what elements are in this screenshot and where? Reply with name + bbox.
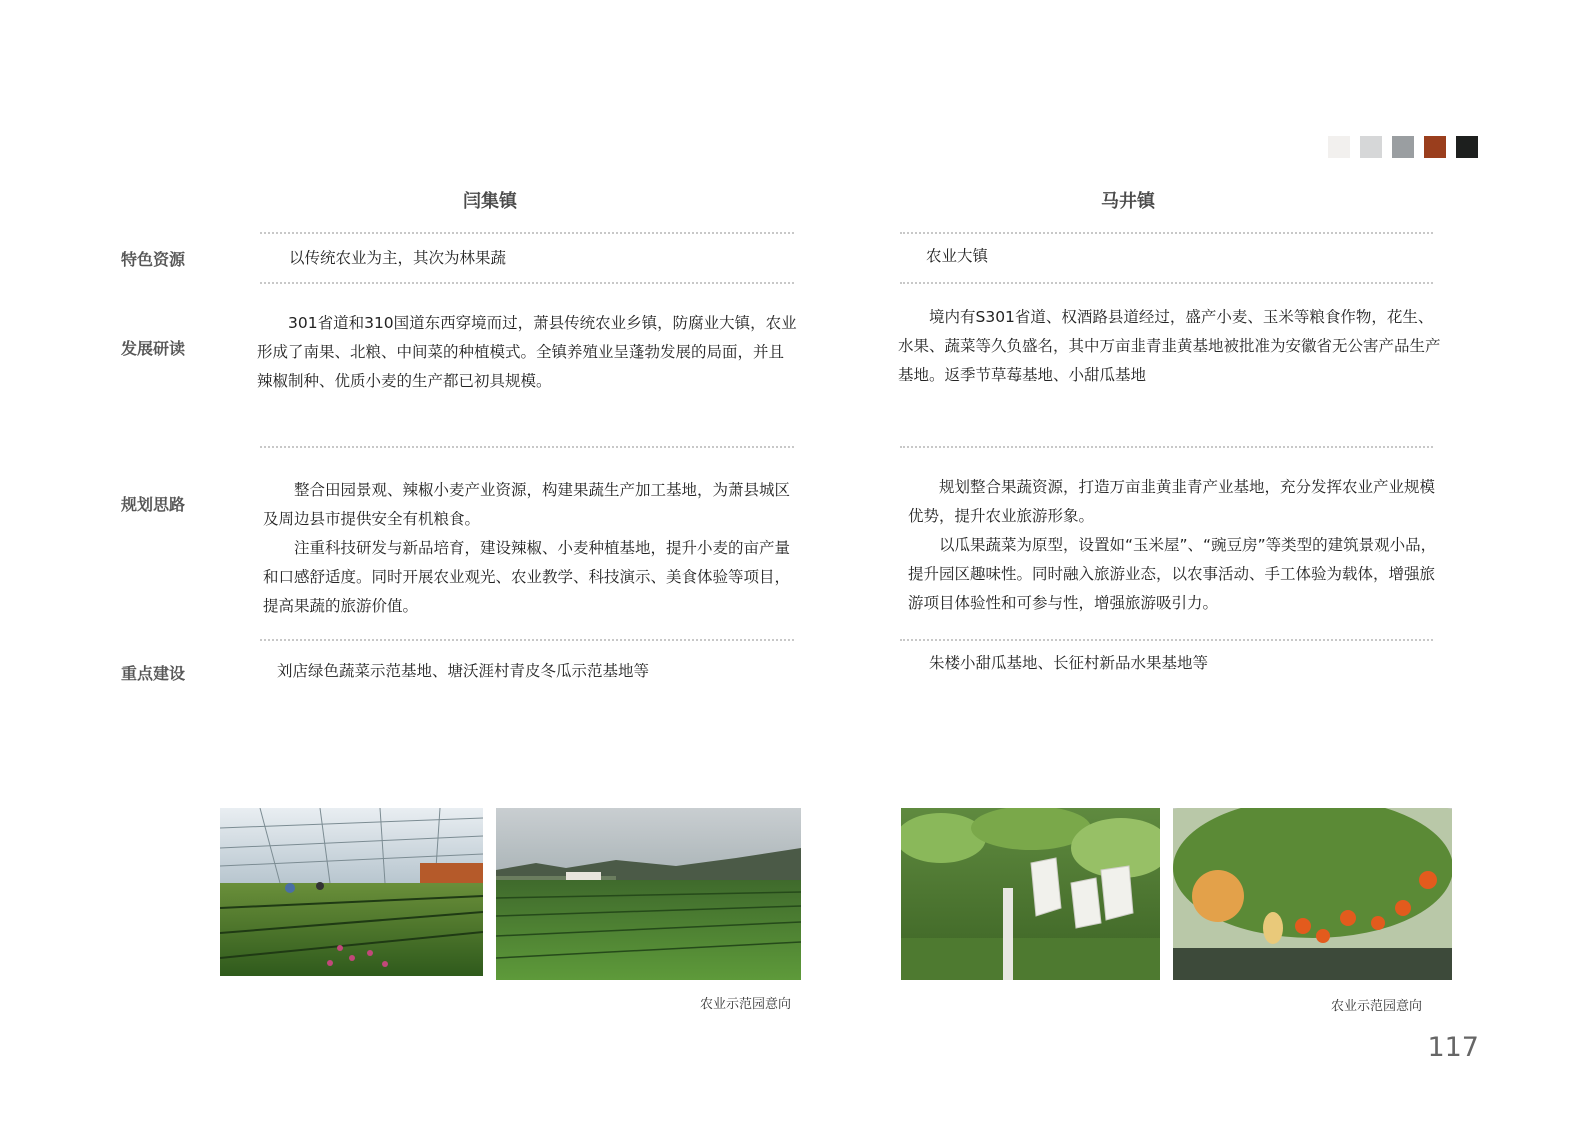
- majing-planning-paragraph-2: 以瓜果蔬菜为原型，设置如“玉米屋”、“豌豆房”等类型的建筑景观小品，提升园区趣味性。同时融入旅游业态，以农事活动、手工体验为载体，增强旅游项目体验性和可参与性，增强旅游吸引力。: [908, 536, 1437, 612]
- majing-key-text: 朱楼小甜瓜基地、长征村新品水果基地等: [929, 654, 1209, 672]
- row-label-planning: 规划思路: [121, 495, 186, 514]
- photo-caption: 农业示范园意向: [700, 997, 792, 1012]
- divider: [260, 446, 794, 448]
- column-title-yanji: 闫集镇: [463, 191, 517, 212]
- majing-resource-text: 农业大镇: [926, 247, 989, 265]
- yanji-planning-paragraph-1: 整合田园景观、辣椒小麦产业资源，构建果蔬生产加工基地，为萧县城区及周边县市提供安全有机粮食。: [263, 481, 791, 528]
- color-palette: [1328, 136, 1478, 158]
- yanji-resource-text: 以传统农业为主，其次为林果蔬: [289, 249, 507, 267]
- swatch-2: [1360, 136, 1382, 158]
- divider: [900, 446, 1433, 448]
- divider: [900, 232, 1433, 234]
- melon-greenhouse-photo: [1173, 808, 1452, 980]
- divider: [260, 639, 794, 641]
- majing-research-paragraph: 境内有S301省道、权酒路县道经过，盛产小麦、玉米等粮食作物，花生、水果、蔬菜等久负盛名，其中万亩韭青韭黄基地被批准为安徽省无公害产品生产基地。返季节草莓基地、小甜瓜基地: [898, 308, 1441, 384]
- row-label-resource: 特色资源: [121, 250, 186, 269]
- lettuce-field-photo: [496, 808, 801, 980]
- photo-caption: 农业示范园意向: [1331, 999, 1423, 1014]
- yanji-research-text: [257, 309, 797, 396]
- row-label-key: 重点建设: [121, 664, 186, 683]
- divider: [260, 232, 794, 234]
- greenhouse-photo: [220, 808, 483, 976]
- yanji-planning-text: [263, 476, 790, 621]
- bagged-fruit-photo: [901, 808, 1160, 980]
- swatch-4: [1424, 136, 1446, 158]
- divider: [900, 639, 1433, 641]
- row-label-research: 发展研读: [121, 339, 186, 358]
- yanji-key-text: 刘店绿色蔬菜示范基地、塘沃涯村青皮冬瓜示范基地等: [277, 662, 650, 680]
- majing-research-text: [898, 303, 1443, 390]
- yanji-research-paragraph: 301省道和310国道东西穿境而过，萧县传统农业乡镇，防腐业大镇，农业形成了南果、北粮、中间菜的种植模式。全镇养殖业呈蓬勃发展的局面，并且辣椒制种、优质小麦的生产都已初具规模。: [257, 314, 797, 390]
- yanji-planning-paragraph-2: 注重科技研发与新品培育，建设辣椒、小麦种植基地，提升小麦的亩产量和口感舒适度。同时开展农业观光、农业教学、科技演示、美食体验等项目，提高果蔬的旅游价值。: [263, 539, 791, 615]
- swatch-5: [1456, 136, 1478, 158]
- divider: [260, 282, 794, 284]
- column-title-majing: 马井镇: [1101, 191, 1155, 212]
- majing-planning-paragraph-1: 规划整合果蔬资源，打造万亩韭黄韭青产业基地，充分发挥农业产业规模优势，提升农业旅游形象。: [908, 478, 1436, 525]
- majing-planning-text: [908, 473, 1444, 618]
- swatch-1: [1328, 136, 1350, 158]
- divider: [900, 282, 1433, 284]
- swatch-3: [1392, 136, 1414, 158]
- page-number: 117: [1427, 1032, 1479, 1063]
